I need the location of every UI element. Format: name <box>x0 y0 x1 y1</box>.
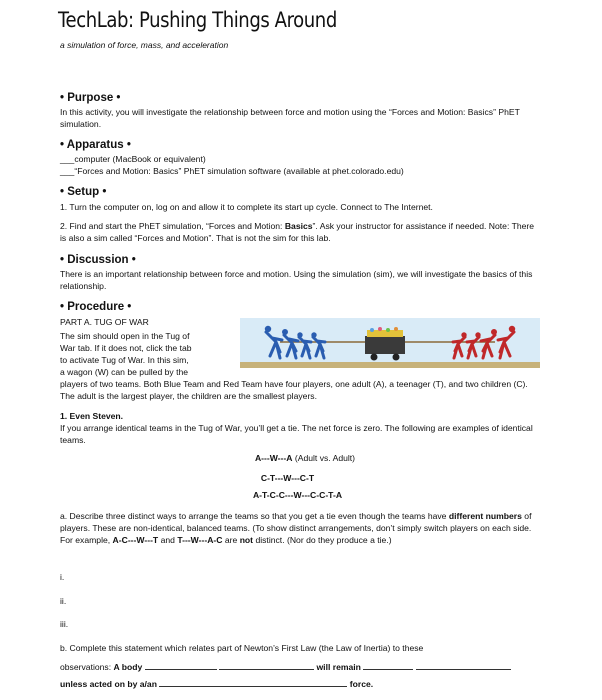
intro-line-2: War tab. If it does not, click the tab <box>60 343 192 353</box>
procedure-heading: • Procedure • <box>60 301 132 313</box>
question-b-force: force. <box>349 679 374 689</box>
apparatus-item-software: ___“Forces and Motion: Basics” PhET simulation software (available at phet.colorado.edu) <box>60 166 404 176</box>
question-a-not: not <box>239 535 254 545</box>
question-b-text: b. Complete this statement which relates part of Newton’s First Law (the Law of Inertia) to these <box>60 643 424 653</box>
answer-i-label: i. <box>60 572 65 582</box>
question-a-and: and <box>158 535 178 545</box>
blank-2[interactable] <box>219 660 314 670</box>
question-a-example-1: A-C---W---T <box>112 535 159 545</box>
intro-line-3: to activate Tug of War. In this sim, <box>60 355 189 365</box>
question-b-blanks-line-1 <box>60 660 540 673</box>
tug-of-war-illustration <box>240 318 540 368</box>
part-a-heading: PART A. TUG OF WAR <box>60 317 149 327</box>
discussion-text: There is an important relationship between force and motion. Using the simulation (sim), we will investigate the basics of this relationship. <box>60 269 533 291</box>
example-1 <box>200 453 410 463</box>
setup-step-1: 1. Turn the computer on, log on and allow it to complete its start up cycle. Connect to The Internet. <box>60 202 433 212</box>
answer-ii-label: ii. <box>60 596 67 606</box>
example-3: A-T-C-C---W---C-C-T-A <box>252 490 343 500</box>
page-subtitle: a simulation of force, mass, and acceleration <box>60 40 229 50</box>
blank-3[interactable] <box>363 660 413 670</box>
example-2: C-T---W---C-T <box>260 473 315 483</box>
question-b-a-body: A body <box>113 662 143 672</box>
answer-iii-label: iii. <box>60 619 69 629</box>
illustration-ground <box>240 362 540 368</box>
question-b-observations: observations: <box>60 662 114 672</box>
blank-1[interactable] <box>145 660 217 670</box>
question-b-will-remain: will remain <box>316 662 361 672</box>
intro-line-1: The sim should open in the Tug of <box>60 331 190 341</box>
page-title: TechLab: Pushing Things Around <box>58 8 337 32</box>
question-a <box>60 510 540 546</box>
question-a-example-2: T---W---A-C <box>177 535 223 545</box>
blank-5[interactable] <box>159 677 347 687</box>
apparatus-heading: • Apparatus • <box>60 139 131 151</box>
setup-step-2-basics: Basics <box>284 221 313 231</box>
intro-line-4: a wagon (W) can be pulled by the <box>60 367 189 377</box>
apparatus-item-computer: ___computer (MacBook or equivalent) <box>60 154 206 164</box>
blank-4[interactable] <box>416 660 511 670</box>
purpose-text: In this activity, you will investigate the relationship between force and motion using the “Forces and Motion: Basics” PhET simulation. <box>60 107 520 129</box>
question-a-part-2: of players. These are non-identical, balanced teams. (To show distinct arrangements, don’t simply switch players on each side. For example, <box>60 511 532 545</box>
question-a-are: are <box>222 535 240 545</box>
question-a-part-1: a. Describe three distinct ways to arrange the teams so that you get a tie even though the teams have <box>60 511 449 521</box>
intro-rest: players of two teams. Both Blue Team and Red Team have four players, one adult (A), a teenager (T), and two children (C). The adult is the largest player, the children are the smallest players. <box>60 379 528 401</box>
setup-heading: • Setup • <box>60 186 107 198</box>
question-a-part-3: distinct. (Nor do they produce a tie.) <box>253 535 392 545</box>
question-a-different-numbers: different numbers <box>448 511 522 521</box>
setup-step-2-part1: 2. Find and start the PhET simulation, “Forces and Motion: <box>60 221 285 231</box>
purpose-heading: • Purpose • <box>60 92 121 104</box>
even-steven-text: If you arrange identical teams in the Tug of War, you’ll get a tie. The net force is zero. The following are examples of identical teams. <box>60 423 533 445</box>
setup-step-2-part2: ”. Ask your instructor for assistance if needed. Note: There is also a sim called “Forces and Motion”. That is not the sim for this lab. <box>60 221 535 243</box>
question-b-blanks-line-2 <box>60 677 540 690</box>
discussion-heading: • Discussion • <box>60 254 136 266</box>
example-1-teams: A---W---A <box>254 453 293 463</box>
even-steven-heading: 1. Even Steven. <box>60 411 124 421</box>
question-b-unless: unless acted on by a/an <box>60 679 157 689</box>
setup-step-2 <box>60 220 540 244</box>
example-1-note: (Adult vs. Adult) <box>292 453 356 463</box>
